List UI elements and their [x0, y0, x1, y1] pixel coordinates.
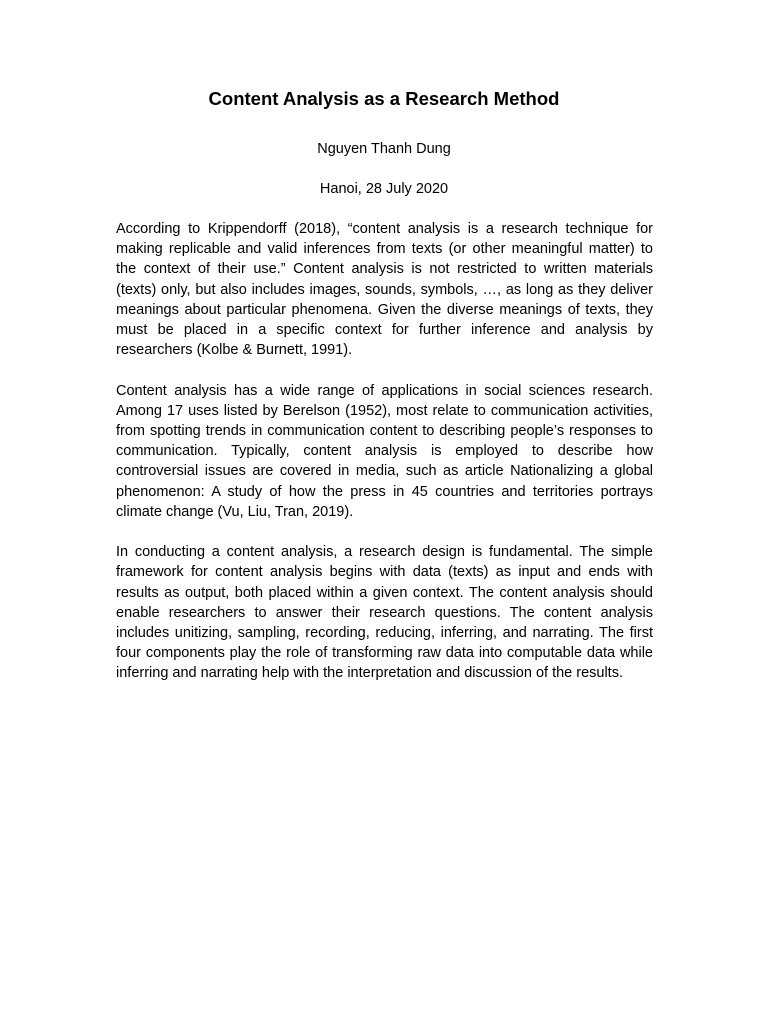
- document-body: [116, 219, 653, 704]
- author-name: Nguyen Thanh Dung: [317, 141, 451, 157]
- body-paragraph: In conducting a content analysis, a research design is fundamental. The simple framework for content analysis begins with data (texts) as input and ends with results as output, both placed within a given context. The content analysis should enable researchers to answer their research questions. The content analysis includes unitizing, sampling, recording, reducing, inferring, and narrating. The first four components play the role of transforming raw data into computable data while inferring and narrating help with the interpretation and discussion of the results.: [116, 544, 653, 682]
- body-paragraph: Content analysis has a wide range of applications in social sciences research. Among 17 uses listed by Berelson (1952), most relate to communication activities, from spotting trends in communication content to describing people’s responses to communication. Typically, content analysis is employed to describe how controversial issues are covered in media, such as article Nationalizing a global phenomenon: A study of how the press in 45 countries and territories portrays climate change (Vu, Liu, Tran, 2019).: [116, 382, 653, 520]
- body-paragraph: According to Krippendorff (2018), “content analysis is a research technique for making replicable and valid inferences from texts (or other meaningful matter) to the context of their use.” Content analysis is not restricted to written materials (texts) only, but also includes images, sounds, symbols, …, as long as they deliver meanings about particular phenomena. Given the diverse meanings of texts, they must be placed in a specific context for further inference and analysis by researchers (Kolbe & Burnett, 1991).: [116, 221, 653, 359]
- document-title: Content Analysis as a Research Method: [208, 88, 560, 109]
- place-date: Hanoi, 28 July 2020: [319, 181, 449, 197]
